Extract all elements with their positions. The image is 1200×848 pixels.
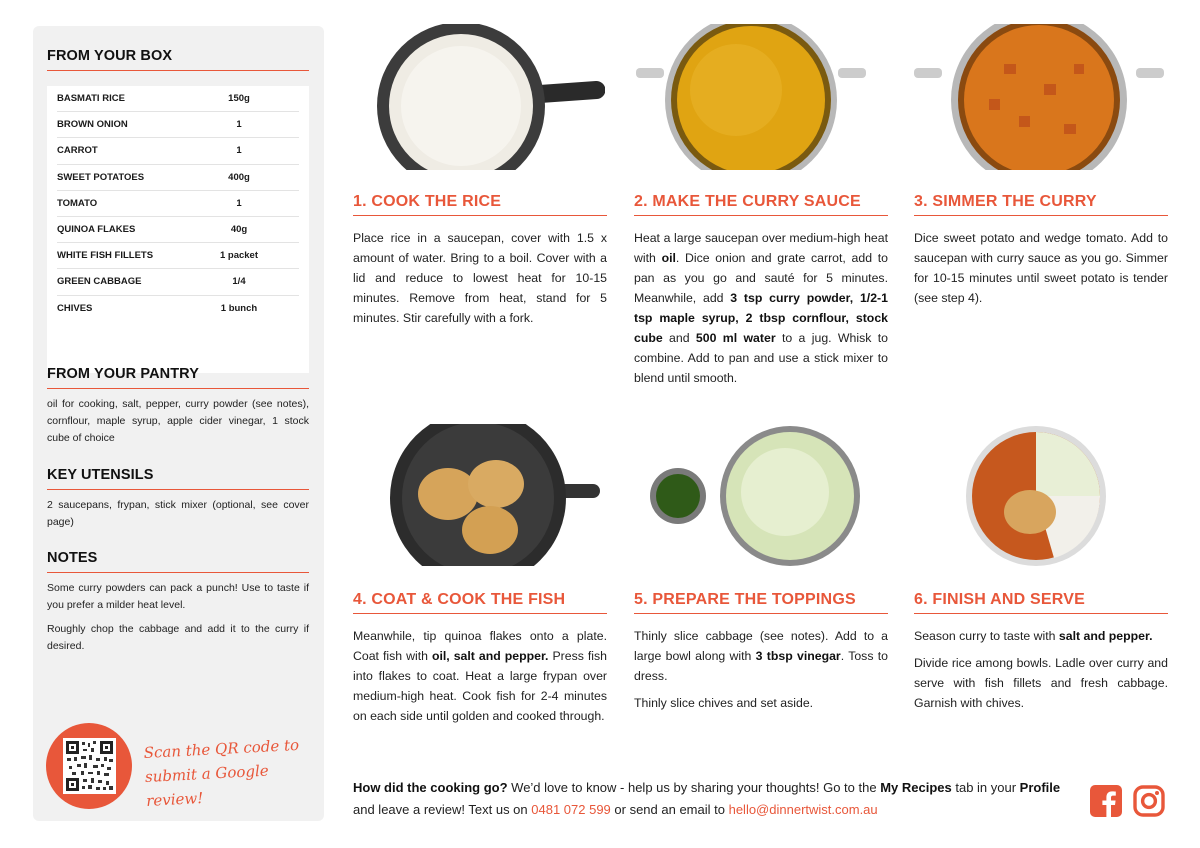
ingredient-qty: 400g [228,171,250,183]
ingredient-qty: 40g [230,224,248,236]
ingredient-qty: 1 [236,145,242,157]
toppings-image [650,424,865,566]
step-title: 6. FINISH AND SERVE [914,591,1085,608]
step-title: 5. PREPARE THE TOPPINGS [634,591,856,608]
step-title: 3. SIMMER THE CURRY [914,193,1097,210]
qr-caption [143,732,326,813]
notes-heading: NOTES [47,550,98,566]
step4-photo-fish-frypan [388,424,600,566]
ingredient-qty: 150g [228,93,250,105]
step2-photo-curry-sauce [636,24,866,170]
step-title: 4. COAT & COOK THE FISH [353,591,566,608]
step-rule [634,613,888,614]
email-link[interactable]: hello@dinnertwist.com.au [728,802,878,817]
phone-link[interactable]: 0481 072 599 [531,802,611,817]
sidebar [33,26,324,821]
ingredient-row [57,191,299,217]
step-5 [634,588,888,720]
pantry-heading: FROM YOUR PANTRY [47,366,199,382]
qr-caption-line2: submit a Google review! [144,761,270,810]
ingredient-row [57,112,299,138]
ingredient-row [57,138,299,164]
qr-caption-line1: Scan the QR code to [143,735,300,763]
step-2 [634,190,888,395]
ingredient-name: WHITE FISH FILLETS [57,250,154,262]
step-title: 2. MAKE THE CURRY SAUCE [634,193,861,210]
step-body [353,228,607,328]
curry-sauce-pot-image [636,24,866,170]
step-1 [353,190,607,335]
step-rule [914,613,1168,614]
step5-photo-toppings [650,424,865,566]
ingredient-name: BROWN ONION [57,119,128,131]
step-rule [634,215,888,216]
ingredient-name: QUINOA FLAKES [57,224,136,236]
step-rule [353,613,607,614]
qr-code-graphic [66,741,113,791]
utensils-heading: KEY UTENSILS [47,467,154,483]
simmer-curry-pot-image [914,24,1164,170]
ingredient-qty: 1/4 [232,276,246,288]
footer-review-text: How did the cooking go? We’d love to know - help us by sharing your thoughts! Go to the My Recipes tab in your Profile and leave a review! Text us on 0481 072 599 or send an email to hello@dinnertwist.com.au [353,780,1061,817]
ingredient-qty: 1 [236,197,242,209]
step-6 [914,588,1168,720]
step6-photo-finished-bowl [964,424,1114,566]
fish-frypan-image [388,424,600,566]
from-your-box-heading: FROM YOUR BOX [47,48,173,64]
ingredient-row [57,86,299,112]
notes-text-1: Some curry powders can pack a punch! Use to taste if you prefer a milder heat level. [47,582,309,611]
ingredient-qty: 1 packet [219,250,259,262]
step-body [914,626,1168,713]
step-1-text: Place rice in a saucepan, cover with 1.5 x amount of water. Bring to a boil. Cover with a lid and reduce to lowest heat for 10-15 minutes. Remove from heat, stand for 5 minutes. Stir carefully with a fork. [353,231,607,325]
ingredient-row [57,243,299,269]
step-5-text: Thinly slice cabbage (see notes). Add to a large bowl along with 3 tbsp vinegar. Toss to dress. [634,629,888,683]
ingredient-name: TOMATO [57,197,98,209]
ingredients-table [47,86,309,373]
ingredient-row [57,217,299,243]
step-2-text: Heat a large saucepan over medium-high heat with oil. Dice onion and grate carrot, add to pan as you go and sauté for 5 minutes. Meanwhile, add 3 tsp curry powder, 1/2-1 tsp maple syrup, 2 tbsp cornflour, stock cube and 500 ml water to a jug. Whisk to combine. Add to pan and use a stick mixer to blend until smooth. [634,231,888,385]
step-rule [353,215,607,216]
step-4-text: Meanwhile, tip quinoa flakes onto a plate. Coat fish with oil, salt and pepper. Press fish into flakes to coat. Heat a large frypan over medium-high heat. Cook fish for 2-4 minutes on each side until golden and cooked through. [353,629,608,723]
step-6-text: Season curry to taste with salt and pepper. [914,629,1153,643]
step-5-text-2: Thinly slice chives and set aside. [634,696,814,710]
step-body [914,228,1168,308]
step-body [353,626,607,726]
ingredient-name: GREEN CABBAGE [57,276,142,288]
step-title: 1. COOK THE RICE [353,193,502,210]
step-3 [914,190,1168,315]
step3-photo-simmer-curry [914,24,1164,170]
rice-pot-image [375,24,605,170]
finished-bowl-image [964,424,1114,566]
ingredient-row [57,296,299,322]
ingredient-qty: 1 [236,119,242,131]
step-body [634,228,888,388]
ingredient-name: CHIVES [57,303,93,315]
qr-badge [46,723,132,809]
ingredient-row [57,165,299,191]
facebook-icon[interactable] [1090,785,1122,817]
ingredient-name: BASMATI RICE [57,93,125,105]
ingredient-name: CARROT [57,145,98,157]
step-4 [353,588,607,733]
utensils-text: 2 saucepans, frypan, stick mixer (optional, see cover page) [47,499,309,528]
step-body [634,626,888,713]
heading-rule [47,388,309,389]
step-3-text: Dice sweet potato and wedge tomato. Add to saucepan with curry sauce as you go. Simmer for 10-15 minutes until sweet potato is tender (see step 4). [914,231,1168,305]
notes-text-2: Roughly chop the cabbage and add it to the curry if desired. [47,623,309,652]
ingredient-row [57,269,299,295]
instagram-icon[interactable] [1133,785,1165,817]
heading-rule [47,572,309,573]
step-6-text-2: Divide rice among bowls. Ladle over curry and serve with fish fillets and fresh cabbage. Garnish with chives. [914,656,1168,710]
heading-rule [47,489,309,490]
heading-rule [47,70,309,71]
pantry-text: oil for cooking, salt, pepper, curry powder (see notes), cornflour, maple syrup, apple cider vinegar, 1 stock cube of choice [47,398,309,444]
qr-code[interactable] [63,738,116,794]
ingredient-name: SWEET POTATOES [57,171,145,183]
step1-photo-rice-pot [375,24,605,170]
step-rule [914,215,1168,216]
ingredient-qty: 1 bunch [220,303,258,315]
